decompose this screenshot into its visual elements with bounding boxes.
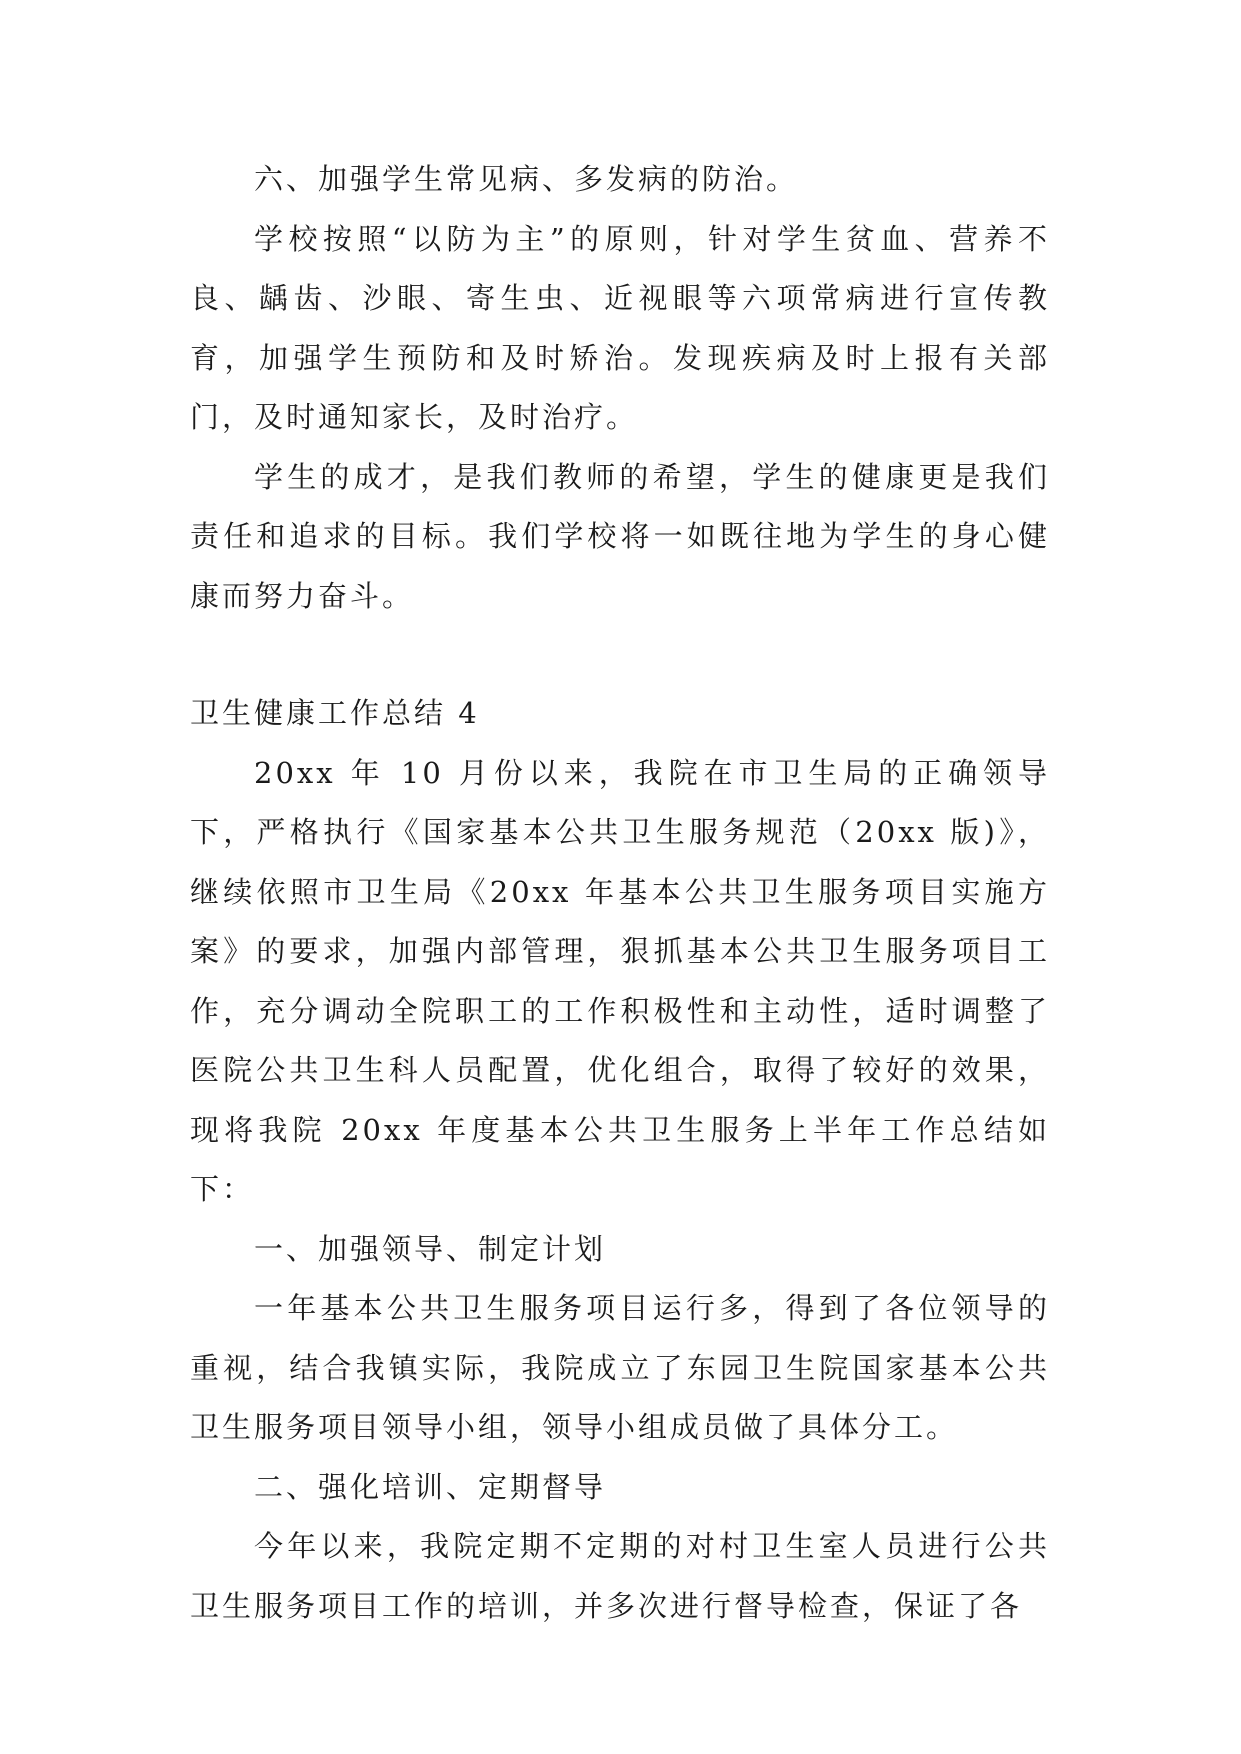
paragraph-heading-two: 二、强化培训、定期督导 bbox=[254, 1469, 607, 1504]
paragraph-heading-six: 六、加强学生常见病、多发病的防治。 bbox=[254, 162, 799, 196]
document-body bbox=[190, 150, 1050, 1636]
paragraph-training: 今年以来，我院定期不定期的对村卫生室人员进行公共卫生服务项目工作的培训，并多次进行督导检查，保证了各 bbox=[190, 1529, 1050, 1623]
paragraph-conclusion: 学生的成才，是我们教师的希望，学生的健康更是我们责任和追求的目标。我们学校将一如既往地为学生的身心健康而努力奋斗。 bbox=[190, 459, 1050, 613]
paragraph-leadership: 一年基本公共卫生服务项目运行多，得到了各位领导的重视，结合我镇实际，我院成立了东园卫生院国家基本公共卫生服务项目领导小组，领导小组成员做了具体分工。 bbox=[190, 1291, 1050, 1444]
section-title: 卫生健康工作总结 4 bbox=[190, 696, 480, 730]
paragraph-prevention: 学校按照“以防为主”的原则，针对学生贫血、营养不良、龋齿、沙眼、寄生虫、近视眼等六项常病进行宣传教育，加强学生预防和及时矫治。发现疾病及时上报有关部门，及时通知家长，及时治疗。 bbox=[190, 221, 1050, 434]
section-spacer bbox=[190, 626, 1050, 684]
paragraph-intro: 20xx 年 10 月份以来，我院在市卫生局的正确领导下，严格执行《国家基本公共卫生服务规范（20xx 版)》，继续依照市卫生局《20xx 年基本公共卫生服务项目实施方案》的要求，加强内部管理，狠抓基本公共卫生服务项目工作，充分调动全院职工的工作积极性和主动性，适时调整了医院公共卫生科人员配置，优化组合，取得了较好的效果，现将我院 20xx 年度基本公共卫生服务上半年工作总结如下： bbox=[190, 755, 1050, 1206]
paragraph-heading-one: 一、加强领导、制定计划 bbox=[254, 1231, 607, 1266]
